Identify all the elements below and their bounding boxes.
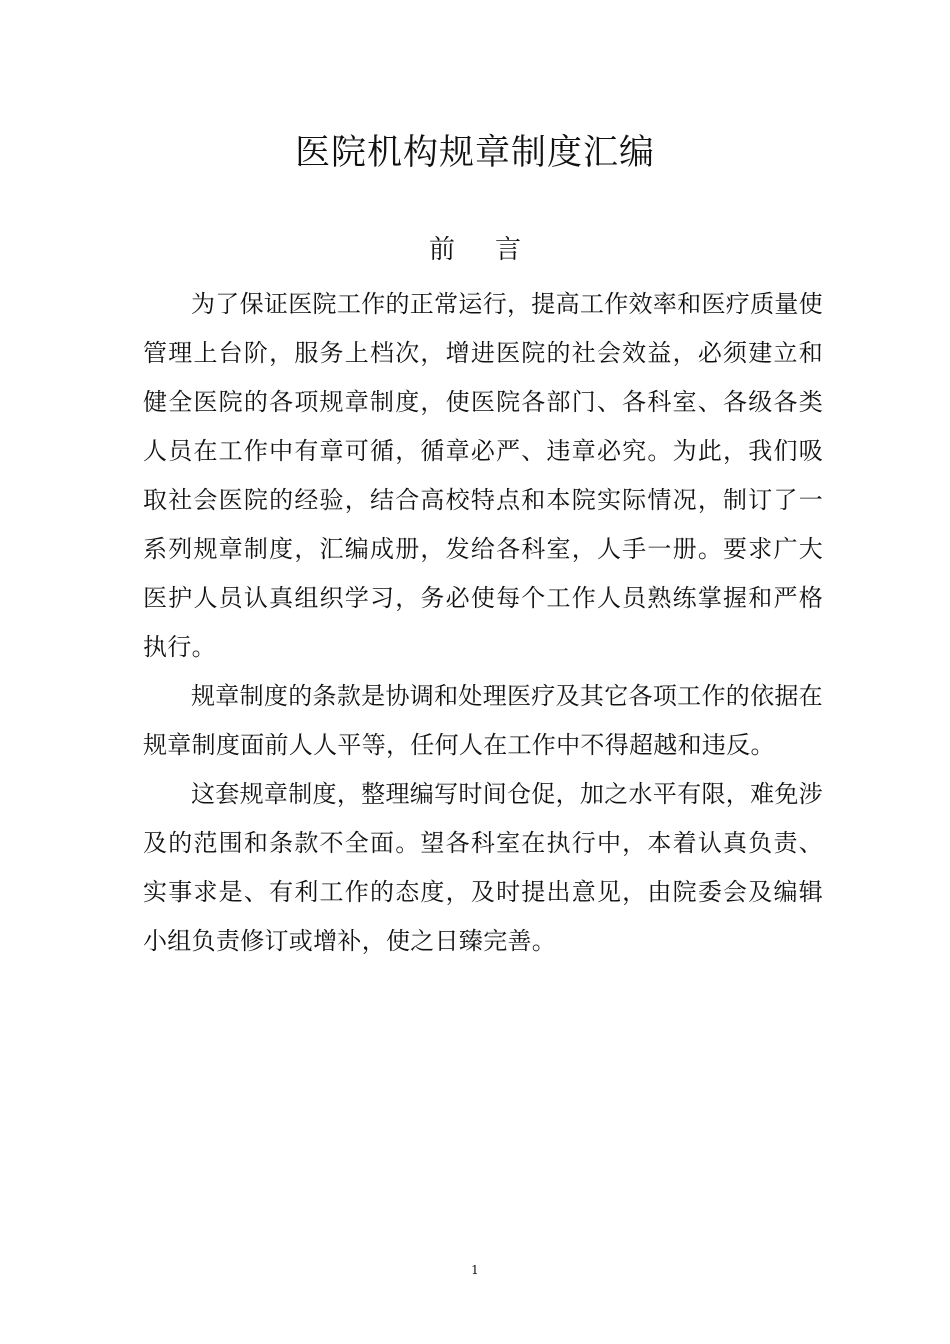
paragraph-3: 这套规章制度，整理编写时间仓促，加之水平有限，难免涉及的范围和条款不全面。望各科室在执行中，本着认真负责、实事求是、有利工作的态度，及时提出意见，由院委会及编辑小组负责修订或增补，使之日臻完善。 [143, 780, 823, 955]
paragraph-2: 规章制度的条款是协调和处理医疗及其它各项工作的依据在规章制度面前人人平等，任何人在工作中不得超越和违反。 [143, 682, 823, 759]
document-title: 医院机构规章制度汇编 [294, 133, 655, 173]
document-body [143, 280, 823, 966]
paragraph-1: 为了保证医院工作的正常运行，提高工作效率和医疗质量使管理上台阶，服务上档次，增进医院的社会效益，必须建立和健全医院的各项规章制度，使医院各部门、各科室、各级各类人员在工作中有章可循，循章必严、违章必究。为此，我们吸取社会医院的经验，结合高校特点和本院实际情况，制订了一系列规章制度，汇编成册，发给各科室，人手一册。要求广大医护人员认真组织学习，务必使每个工作人员熟练掌握和严格执行。 [143, 290, 823, 661]
section-title: 前言 [428, 235, 561, 265]
page-number: 1 [471, 1263, 479, 1277]
